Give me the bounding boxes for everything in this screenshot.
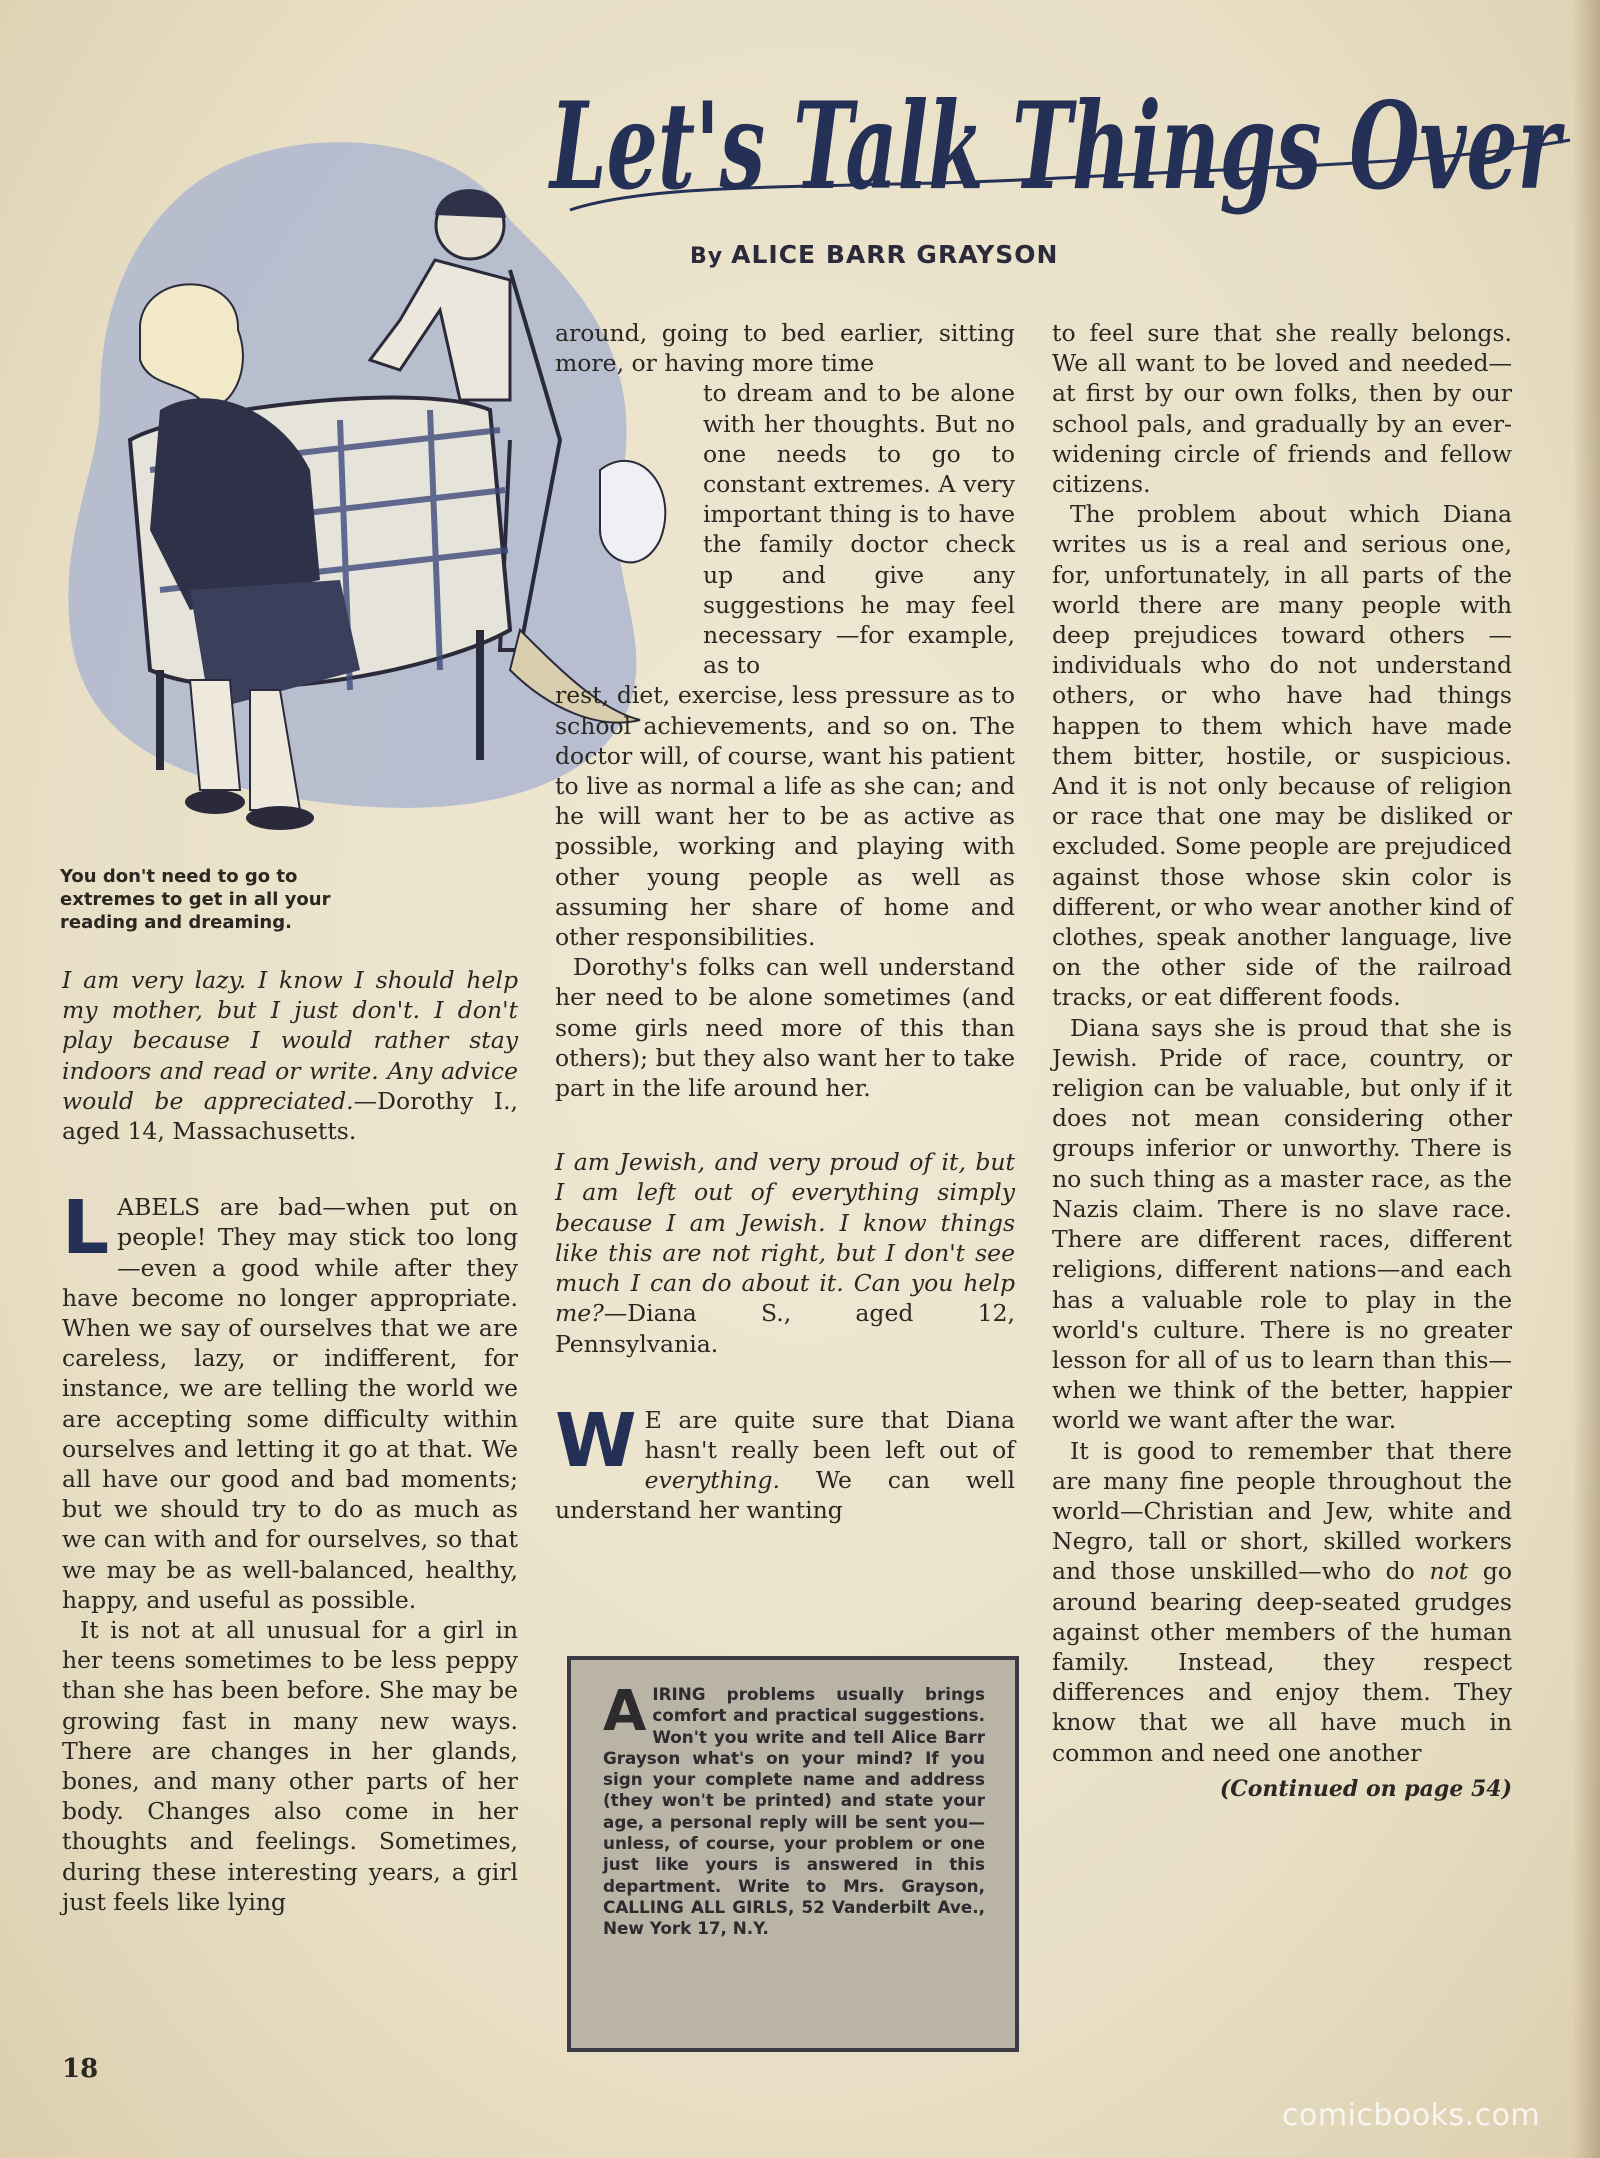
- dropcap-w: W: [555, 1397, 637, 1484]
- letter-dorothy-text: I am very lazy. I know I should help my mother, but I just don't. I don't play because I would rather stay indoors and read or write. Any advice would be appreciated.: [62, 966, 518, 1115]
- byline: [690, 240, 1058, 269]
- letter-diana-text: I am Jewish, and very proud of it, but I am left out of everything simply because I am Jewish. I know things like this are not right, but I don't see much I can do about it. Can you help me?: [555, 1148, 1015, 1328]
- box-text: IRING problems usually brings comfort and practical suggestions. Won't you write and tell Alice Barr Grayson what's on your mind? If you sign your complete name and address (they won't be printed) and state your age, a personal reply will be sent you—unless, of course, your problem or one just like yours is answered in this department. Write to Mrs. Grayson, CALLING ALL GIRLS, 52 Vanderbilt Ave., New York 17, N.Y.: [603, 1684, 985, 1939]
- article-title: [540, 60, 1580, 250]
- letter-diana-signature: —Diana S., aged 12, Pennsylvania.: [555, 1299, 1015, 1358]
- page-number: 18: [62, 2054, 99, 2084]
- letter-diana: [555, 1147, 1015, 1358]
- answer-diana-col3-p4: [1052, 1436, 1512, 1768]
- column-1: [62, 965, 518, 1917]
- answer-diana-col3-p4-a: It is good to remember that there are many fine people throughout the world—Christian and Jew, white and Negro, tall or short, skilled workers and those unskilled—who do: [1052, 1436, 1512, 1586]
- answer-dorothy-p1-text: ABELS are bad—when put on people! They may stick too long—even a good while after they have become no longer appropriate. When we say of ourselves that we are careless, lazy, or indifferent, for instance, we are telling the world we are accepting some difficulty within ourselves and letting it go at that. We all have our good and bad moments; but we should try to do as much as we can with and for ourselves, so that we may be as well-balanced, healthy, happy, and useful as possible.: [62, 1193, 518, 1614]
- box-dropcap: A: [603, 1679, 647, 1744]
- watermark: comicbooks.com: [1282, 2098, 1541, 2133]
- answer-diana-p1-b: We can well understand her wanting: [555, 1466, 1015, 1525]
- answer-diana-col3-p4-emphasis: not: [1429, 1557, 1469, 1586]
- answer-diana-col3-p2: The problem about which Diana writes us is a real and serious one, for, unfortunately, in all parts of the world there are many people with deep prejudices toward others — individuals who do not understand others, or who have had things happen to them which have made them bitter, hostile, or suspicious. And it is not only because of religion or race that one may be disliked or excluded. Some people are prejudiced against those whose skin color is different, or who wear another kind of clothes, speak another language, live on the other side of the railroad tracks, or eat different foods.: [1052, 500, 1512, 1012]
- page-spine-shadow: [1572, 0, 1600, 2158]
- byline-author: ALICE BARR GRAYSON: [731, 240, 1059, 269]
- continued-note: (Continued on page 54): [1219, 1775, 1512, 1802]
- answer-dorothy-continued-b: to dream and to be alone with her thoughts. But no one needs to go to constant extremes. A very important thing is to have the family doctor check up and give any suggestions he may feel necessary —for example, as to: [703, 379, 1015, 680]
- title-lettering: [540, 60, 1580, 250]
- answer-diana-p1-emphasis: everything.: [644, 1466, 780, 1495]
- airing-problems-box: [567, 1656, 1019, 2052]
- answer-dorothy-paragraph-2: It is not at all unusual for a girl in her teens sometimes to be less peppy than she has been before. She may be growing fast in many new ways. There are changes in her glands, bones, and many other parts of her body. Changes also come in her thoughts and feelings. Sometimes, during these interesting years, a girl just feels like lying: [62, 1616, 518, 1916]
- letter-dorothy: [62, 965, 518, 1146]
- dropcap-l: L: [62, 1185, 110, 1272]
- byline-by: By: [690, 244, 724, 269]
- column-2: [555, 318, 1015, 1526]
- column-3: [1052, 318, 1512, 1804]
- answer-diana-col3-p3: Diana says she is proud that she is Jewish. Pride of race, country, or religion can be valuable, but only if it does not mean considering other groups inferior or unworthy. There is no such thing as a master race, as the Nazis claim. There is no slave race. There are different races, different religions, different nations—and each has a valuable role to play in the world's culture. There is no greater lesson for all of us to learn than this—when we think of the better, happier world we want after the war.: [1052, 1013, 1512, 1435]
- title-text: Let's Talk Things Over: [547, 76, 1566, 217]
- answer-dorothy-paragraph-1: [62, 1185, 518, 1615]
- letter-dorothy-signature: —Dorothy I., aged 14, Massachusetts.: [62, 1086, 519, 1146]
- answer-diana-paragraph-1: [555, 1397, 1015, 1526]
- answer-diana-col3-p1: to feel sure that she really belongs. We all want to be loved and needed—at first by our own folks, then by our school pals, and gradually by an ever-widening circle of friends and fellow citizens.: [1052, 319, 1512, 499]
- answer-dorothy-continued-a: around, going to bed earlier, sitting more, or having more time: [555, 319, 1015, 378]
- answer-diana-p1-a: E are quite sure that Diana hasn't really been left out of: [644, 1405, 1015, 1464]
- spacer: [555, 1103, 1015, 1147]
- illustration-caption: You don't need to go to extremes to get in all your reading and dreaming.: [60, 866, 331, 933]
- answer-diana-col3-p4-b: go around bearing deep-seated grudges against other members of the human family. Instead, they respect differences and enjoy them. They know that we all have much in common and need one another: [1052, 1557, 1512, 1767]
- answer-dorothy-continued-c: rest, diet, exercise, less pressure as to school achievements, and so on. The doctor will, of course, want his patient to live as normal a life as she can; and he will want her to be as active as possible, working and playing with other young people as well as assuming her share of home and other responsibilities.: [555, 681, 1016, 952]
- answer-dorothy-paragraph-3: Dorothy's folks can well understand her need to be alone sometimes (and some girls need more of this than others); but they also want her to take part in the life around her.: [555, 953, 1015, 1103]
